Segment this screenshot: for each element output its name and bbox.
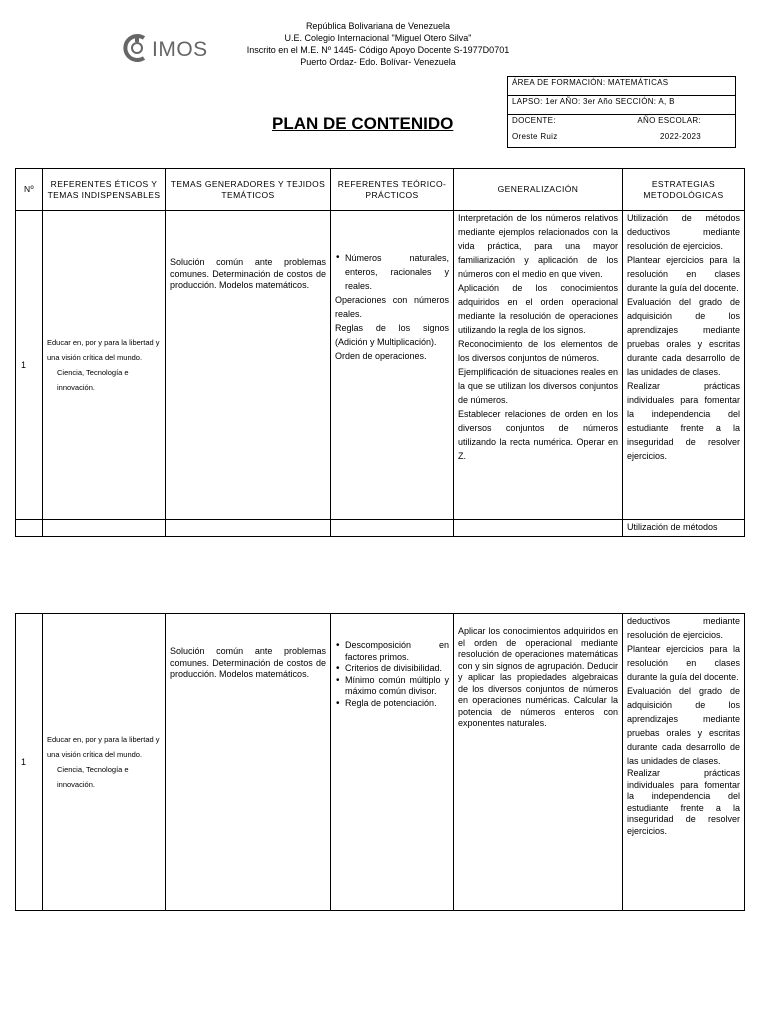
estrategias-item: Realizar prácticas individuales para fomentar la independencia del estudiante frente a la inseguridad de resolver ejercicios.	[627, 768, 740, 836]
estrategias-item: Realizar prácticas individuales para fomentar la independencia del estudiante frente a la inseguridad de resolver ejercicios.	[627, 381, 740, 461]
estrategias-item: deductivos mediante resolución de ejercicios.	[627, 616, 740, 640]
temas-cell: Solución común ante problemas comunes. Determinación de costos de producción. Modelos matemáticos.	[166, 211, 331, 520]
teoricos-item: Criterios de divisibilidad.	[345, 663, 443, 673]
row-number: 1	[16, 614, 43, 911]
teoricos-item: Reglas de los signos (Adición y Multiplicación).	[335, 323, 449, 347]
generalizacion-item: Reconocimiento de los elementos de los diversos conjuntos de números.	[458, 339, 618, 363]
page-title: PLAN DE CONTENIDO	[272, 114, 454, 133]
referentes-line: Educar en, por y para la libertad y una visión crítica del mundo.	[47, 338, 160, 362]
header-teoricos: REFERENTES TEÓRICO-PRÁCTICOS	[331, 169, 454, 211]
header-line-location: Puerto Ordaz- Edo. Bolívar- Venezuela	[300, 57, 456, 67]
temas-cell: Solución común ante problemas comunes. Determinación de costos de producción. Modelos matemáticos.	[166, 614, 331, 911]
referentes-cell	[43, 211, 166, 520]
table-row	[16, 614, 745, 911]
referentes-line: Ciencia, Tecnología e innovación.	[57, 368, 129, 392]
referentes-cell	[43, 614, 166, 911]
referentes-line: Ciencia, Tecnología e innovación.	[57, 765, 129, 789]
teoricos-item: Números naturales, enteros, racionales y reales.	[345, 253, 449, 291]
teoricos-item: Mínimo común múltiplo y máximo común divisor.	[345, 674, 449, 696]
teoricos-cell: • Descomposición en factores primos. • Criterios de divisibilidad. • Mínimo común múltiplo y máximo común divisor. • Regla de potenciación.	[331, 614, 454, 911]
generalizacion-item: Aplicación de los conocimientos adquiridos en el orden operacional mediante la resolución de operaciones utilizando la regla de los signos.	[458, 283, 618, 335]
teoricos-item: Operaciones con números reales.	[335, 295, 449, 319]
estrategias-cell	[623, 211, 745, 520]
header-line-country: República Bolivariana de Venezuela	[305, 21, 451, 31]
generalizacion-item: Interpretación de los números relativos mediante ejemplos relacionados con la vida práctica, para una mayor familiarización y aplicación de los números con el medio en que viven.	[458, 213, 618, 279]
logo-emblem-icon	[122, 30, 152, 66]
anio-escolar-value: 2022-2023	[660, 132, 701, 141]
school-header	[220, 20, 536, 68]
generalizacion-item: Establecer relaciones de orden en los diversos conjuntos de números utilizando la recta numérica. Operar en Z.	[458, 409, 618, 461]
estrategias-item: Evaluación del grado de adquisición de los aprendizajes mediante pruebas orales y escritas durante cada desarrollo de las unidades de clases.	[627, 297, 740, 377]
teoricos-item: Regla de potenciación.	[345, 697, 437, 708]
teoricos-item: Descomposición en factores primos.	[345, 640, 449, 662]
estrategias-cell	[623, 614, 745, 911]
docente-label: DOCENTE:	[512, 116, 556, 125]
estrategias-item: Plantear ejercicios para la resolución en clases durante la guía del docente.	[627, 255, 740, 293]
header-line-school: U.E. Colegio Internacional "Miguel Otero Silva"	[284, 33, 472, 43]
generalizacion-cell	[454, 211, 623, 520]
header-num: Nº	[16, 169, 43, 211]
header-referentes: REFERENTES ÉTICOS Y TEMAS INDISPENSABLES	[43, 169, 166, 211]
estrategias-continuation: Utilización de métodos	[623, 520, 745, 537]
table-row	[16, 211, 745, 520]
estrategias-item: Utilización de métodos deductivos mediante resolución de ejercicios.	[627, 213, 740, 251]
content-plan-table-2	[15, 613, 745, 911]
estrategias-item: Plantear ejercicios para la resolución en clases durante la guía del docente.	[627, 644, 740, 682]
header-estrategias: ESTRATEGIAS METODOLÓGICAS	[623, 169, 745, 211]
school-logo	[122, 30, 208, 66]
header-temas: TEMAS GENERADORES Y TEJIDOS TEMÁTICOS	[166, 169, 331, 211]
teoricos-item: Orden de operaciones.	[335, 351, 427, 361]
header-generalizacion: GENERALIZACIÓN	[454, 169, 623, 211]
teoricos-cell: • Números naturales, enteros, racionales y reales. Operaciones con números reales. Reglas de los signos (Adición y Multiplicación). Orden de operaciones.	[331, 211, 454, 520]
docente-name: Oreste Ruiz	[512, 132, 558, 141]
course-info-box	[507, 76, 736, 148]
header-line-registration: Inscrito en el M.E. Nº 1445- Código Apoyo Docente S-1977D0701	[246, 45, 510, 55]
table-row	[16, 520, 745, 537]
anio-escolar-label: AÑO ESCOLAR:	[637, 116, 701, 125]
generalizacion-item: Ejemplificación de situaciones reales en la que se utilizan los diversos conjuntos de números.	[458, 367, 618, 405]
referentes-line: Educar en, por y para la libertad y una visión crítica del mundo.	[47, 735, 160, 759]
row-number: 1	[16, 211, 43, 520]
content-plan-table-1	[15, 168, 745, 537]
estrategias-item: Evaluación del grado de adquisición de los aprendizajes mediante pruebas orales y escritas durante cada desarrollo de las unidades de clases.	[627, 686, 740, 766]
generalizacion-cell: Aplicar los conocimientos adquiridos en el orden de operacional mediante resolución de operaciones matemáticas con y sin signos de agrupación. Deducir y aplicar las propiedades algebraicas de los diversos conjuntos de números en operaciones numéricas. Calcular la potencia de números enteros con exponentes naturales.	[454, 614, 623, 911]
lapso-field: LAPSO: 1er AÑO: 3er Año SECCIÓN: A, B	[508, 96, 736, 115]
logo-text: IMOS	[152, 38, 208, 61]
area-field: ÁREA DE FORMACIÓN: MATEMÁTICAS	[508, 77, 736, 96]
